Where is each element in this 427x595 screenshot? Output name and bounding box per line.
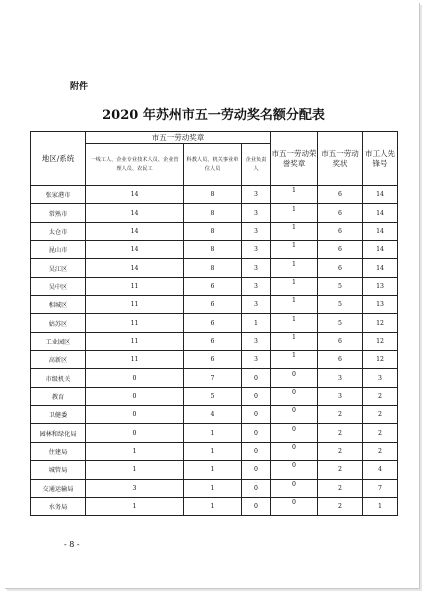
table-row [31, 479, 398, 497]
cell-science: 6 [184, 296, 242, 314]
cell-pioneer: 12 [363, 351, 398, 369]
cell-frontline: 0 [86, 424, 184, 442]
cell-science: 4 [184, 406, 242, 424]
cell-frontline: 3 [86, 479, 184, 497]
cell-award: 6 [318, 204, 363, 222]
table-row [31, 241, 398, 259]
cell-honor: 0 [271, 387, 318, 405]
cell-science: 6 [184, 277, 242, 295]
cell-science: 1 [184, 461, 242, 479]
cell-frontline: 11 [86, 277, 184, 295]
cell-leaders: 0 [242, 479, 271, 497]
cell-frontline: 14 [86, 259, 184, 277]
cell-frontline: 14 [86, 186, 184, 204]
cell-pioneer: 4 [363, 461, 398, 479]
cell-science: 6 [184, 332, 242, 350]
cell-frontline: 1 [86, 461, 184, 479]
cell-award: 6 [318, 222, 363, 240]
cell-science: 1 [184, 424, 242, 442]
cell-science: 6 [184, 351, 242, 369]
cell-honor: 1 [271, 332, 318, 350]
table-row [31, 351, 398, 369]
cell-frontline: 14 [86, 241, 184, 259]
cell-honor: 0 [271, 406, 318, 424]
cell-leaders: 3 [242, 296, 271, 314]
cell-honor: 0 [271, 461, 318, 479]
cell-pioneer: 3 [363, 369, 398, 387]
cell-award: 2 [318, 461, 363, 479]
table-row [31, 369, 398, 387]
cell-pioneer: 13 [363, 296, 398, 314]
header-honor-medal: 市五一劳动荣誉奖章 [271, 132, 318, 186]
header-frontline-workers: 一线工人、企业专业技术人员、企业管理人员、农民工 [86, 144, 184, 186]
table-row [31, 497, 398, 515]
cell-leaders: 3 [242, 277, 271, 295]
cell-leaders: 1 [242, 314, 271, 332]
cell-pioneer: 14 [363, 204, 398, 222]
cell-award: 6 [318, 351, 363, 369]
cell-honor: 1 [271, 314, 318, 332]
cell-honor: 1 [271, 222, 318, 240]
table-row [31, 461, 398, 479]
header-worker-pioneer: 市工人先锋号 [363, 132, 398, 186]
cell-pioneer: 14 [363, 222, 398, 240]
cell-award: 5 [318, 296, 363, 314]
cell-science: 5 [184, 387, 242, 405]
cell-region: 吴江区 [31, 259, 86, 277]
cell-leaders: 0 [242, 406, 271, 424]
cell-leaders: 0 [242, 387, 271, 405]
table-body [31, 186, 398, 516]
cell-region: 园林和绿化局 [31, 424, 86, 442]
cell-award: 2 [318, 479, 363, 497]
cell-honor: 1 [271, 351, 318, 369]
cell-region: 住建局 [31, 442, 86, 460]
cell-region: 卫健委 [31, 406, 86, 424]
header-enterprise-leaders: 企业负责人 [242, 144, 271, 186]
cell-leaders: 0 [242, 497, 271, 515]
cell-pioneer: 1 [363, 497, 398, 515]
cell-leaders: 3 [242, 222, 271, 240]
cell-region: 高新区 [31, 351, 86, 369]
cell-region: 相城区 [31, 296, 86, 314]
cell-leaders: 3 [242, 241, 271, 259]
cell-pioneer: 14 [363, 186, 398, 204]
cell-region: 市级机关 [31, 369, 86, 387]
cell-honor: 1 [271, 259, 318, 277]
cell-frontline: 0 [86, 369, 184, 387]
table-row [31, 424, 398, 442]
cell-science: 1 [184, 442, 242, 460]
cell-region: 昆山市 [31, 241, 86, 259]
cell-award: 6 [318, 332, 363, 350]
cell-region: 交通运输局 [31, 479, 86, 497]
cell-honor: 0 [271, 424, 318, 442]
cell-region: 城管局 [31, 461, 86, 479]
cell-pioneer: 12 [363, 314, 398, 332]
header-science-education: 科教人员、机关事业单位人员 [184, 144, 242, 186]
cell-science: 1 [184, 497, 242, 515]
cell-science: 7 [184, 369, 242, 387]
table-row [31, 186, 398, 204]
cell-region: 教育 [31, 387, 86, 405]
header-medal-group: 市五一劳动奖章 [86, 132, 271, 144]
cell-leaders: 3 [242, 351, 271, 369]
table-row [31, 277, 398, 295]
cell-honor: 0 [271, 369, 318, 387]
allocation-table [30, 131, 398, 516]
table-row [31, 204, 398, 222]
table-row [31, 296, 398, 314]
table-row [31, 387, 398, 405]
cell-leaders: 0 [242, 369, 271, 387]
table-row [31, 314, 398, 332]
cell-frontline: 1 [86, 442, 184, 460]
cell-frontline: 11 [86, 332, 184, 350]
cell-honor: 1 [271, 186, 318, 204]
cell-region: 常熟市 [31, 204, 86, 222]
cell-science: 8 [184, 222, 242, 240]
document-title: 2020 年苏州市五一劳动奖名额分配表 [102, 108, 325, 123]
cell-pioneer: 12 [363, 332, 398, 350]
cell-leaders: 0 [242, 424, 271, 442]
cell-region: 吴中区 [31, 277, 86, 295]
cell-region: 姑苏区 [31, 314, 86, 332]
cell-honor: 0 [271, 479, 318, 497]
cell-award: 5 [318, 277, 363, 295]
cell-region: 工业园区 [31, 332, 86, 350]
cell-pioneer: 2 [363, 406, 398, 424]
cell-frontline: 1 [86, 497, 184, 515]
cell-award: 2 [318, 424, 363, 442]
cell-frontline: 11 [86, 296, 184, 314]
cell-award: 5 [318, 314, 363, 332]
cell-region: 水务局 [31, 497, 86, 515]
cell-region: 张家港市 [31, 186, 86, 204]
cell-leaders: 0 [242, 442, 271, 460]
cell-award: 3 [318, 369, 363, 387]
cell-pioneer: 2 [363, 424, 398, 442]
cell-award: 6 [318, 186, 363, 204]
cell-pioneer: 2 [363, 442, 398, 460]
table-row [31, 442, 398, 460]
table-row [31, 222, 398, 240]
cell-leaders: 3 [242, 186, 271, 204]
table-row [31, 259, 398, 277]
table-row [31, 332, 398, 350]
cell-leaders: 3 [242, 332, 271, 350]
cell-frontline: 11 [86, 351, 184, 369]
header-region: 地区/系统 [31, 132, 86, 186]
cell-science: 8 [184, 241, 242, 259]
cell-pioneer: 13 [363, 277, 398, 295]
cell-leaders: 3 [242, 204, 271, 222]
table-row [31, 406, 398, 424]
cell-award: 6 [318, 241, 363, 259]
cell-frontline: 0 [86, 406, 184, 424]
cell-science: 1 [184, 479, 242, 497]
cell-leaders: 0 [242, 461, 271, 479]
cell-honor: 1 [271, 204, 318, 222]
cell-leaders: 3 [242, 259, 271, 277]
header-labor-award: 市五一劳动奖状 [318, 132, 363, 186]
cell-pioneer: 7 [363, 479, 398, 497]
cell-pioneer: 14 [363, 259, 398, 277]
cell-science: 8 [184, 259, 242, 277]
cell-frontline: 11 [86, 314, 184, 332]
cell-science: 6 [184, 314, 242, 332]
cell-honor: 1 [271, 277, 318, 295]
cell-frontline: 0 [86, 387, 184, 405]
cell-honor: 0 [271, 442, 318, 460]
cell-honor: 0 [271, 497, 318, 515]
cell-award: 3 [318, 387, 363, 405]
page-number: - 8 - [64, 540, 80, 549]
cell-pioneer: 2 [363, 387, 398, 405]
cell-science: 8 [184, 186, 242, 204]
cell-frontline: 14 [86, 204, 184, 222]
cell-honor: 1 [271, 296, 318, 314]
cell-award: 2 [318, 442, 363, 460]
cell-award: 2 [318, 406, 363, 424]
cell-pioneer: 14 [363, 241, 398, 259]
cell-frontline: 14 [86, 222, 184, 240]
cell-region: 太仓市 [31, 222, 86, 240]
cell-award: 2 [318, 497, 363, 515]
cell-science: 8 [184, 204, 242, 222]
annex-label: 附件 [70, 82, 89, 92]
cell-honor: 1 [271, 241, 318, 259]
cell-award: 6 [318, 259, 363, 277]
